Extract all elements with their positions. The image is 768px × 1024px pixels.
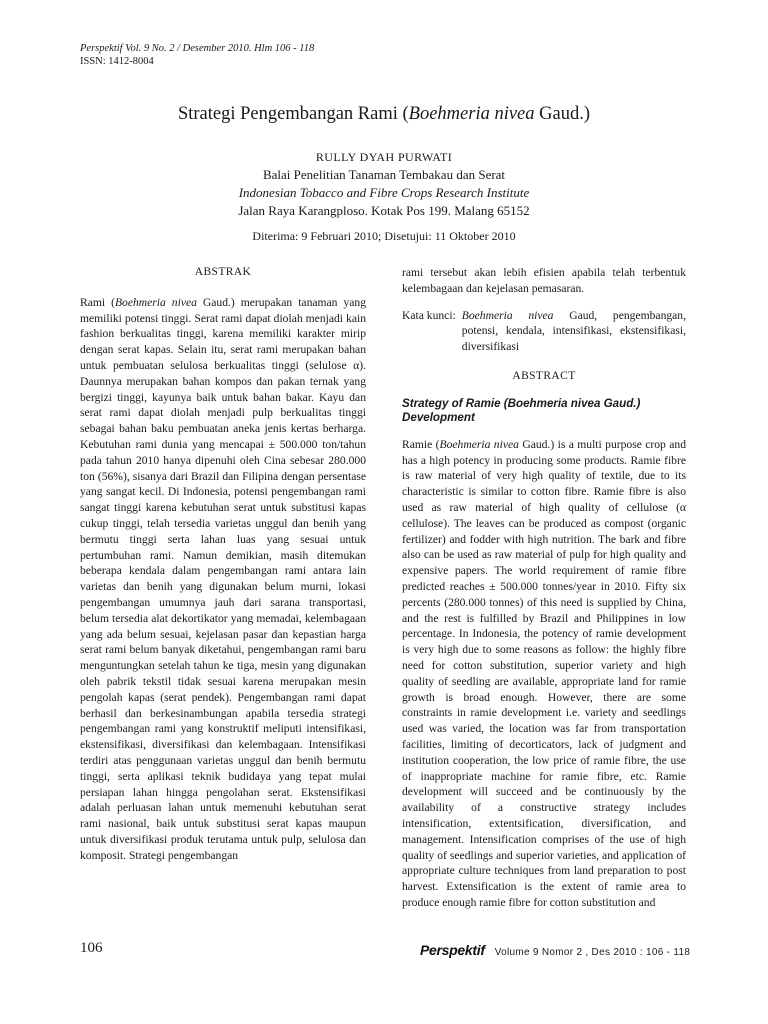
abstract-paragraph [402, 437, 686, 911]
abstract-species: Boehmeria nivea [439, 437, 519, 451]
abstrak-paragraph [80, 295, 366, 864]
journal-header [80, 42, 314, 68]
received-accepted-dates: Diterima: 9 Februari 2010; Disetujui: 11 Oktober 2010 [252, 229, 516, 243]
institution-name: Balai Penelitian Tanaman Tembakau dan Serat [262, 167, 506, 182]
journal-logo: Perspektif [420, 942, 485, 958]
author-name: RULLY DYAH PURWATI [315, 150, 453, 164]
keywords [402, 308, 686, 355]
abstrak-body: Gaud.) merupakan tanaman yang memiliki potensi tinggi. Serat rami dapat diolah menjadi kain fashion berkualitas tinggi, karena memiliki karakter mirip dengan serat kapas. Selain itu, serat rami merupakan bahan untuk pembuatan selulosa berkualitas tinggi (selulose α). Daunnya merupakan bahan kompos dan pakan ternak yang bergizi tinggi, kayunya baik untuk bahan bakar. Kayu dan serat rami dapat diolah menjadi pulp berkualitas tinggi sebagai bahan baku pembuatan aneka jenis kertas berharga. Kebutuhan rami dunia yang mencapai ± 500.000 ton/tahun pada tahun 2010 hanya dipenuhi oleh Cina sebesar 280.000 ton (56%), sisanya dari Brazil dan Filipina dengan persentase yang sangat kecil. Di Indonesia, potensi pengembangan rami sangat tinggi karena kebutuhan serat untuk substitusi kapas cukup tinggi, telah tersedia varietas unggul dan benih yang bermutu tinggi serta lahan luas yang sesuai untuk pertumbuhan rami. Namun demikian, masih ditemukan beberapa kendala dalam pengembangan rami antara lain varietas dan benih yang digunakan belum murni, lokasi pengembangan umumnya jauh dari sarana transportasi, belum tersedia alat dekortikator yang memadai, kelembagaan yang ada belum sesuai, kejelasan pasar dan kepastian harga serat rami belum banyak diketahui, pengembangan rami baru menguntungkan setelah tahun ke tiga, mesin yang digunakan oleh pabrik tekstil tidak sesuai karena merupakan mesin pengolah kapas (serat pendek). Pengembangan rami dapat berhasil dan berkesinambungan apabila tersedia strategi pengembangan rami yang konstruktif meliputi intensifikasi, ekstensifikasi, diversifikasi dan kelembagaan. Intensifikasi terdiri atas penggunaan varietas unggul dan benih bermutu tinggi, serta aplikasi teknik budidaya yang tepat mulai persiapan lahan hingga pengolahan serat. Ekstensifikasi adalah perluasan lahan untuk memenuhi kebutuhan serat rami nasional, baik untuk substitusi serat kapas maupun untuk diversifikasi produk terutama untuk pulp, selulosa dan komposit. Strategi pengembangan [80, 295, 366, 862]
article-title [0, 104, 768, 125]
institution-name-en: Indonesian Tobacco and Fibre Crops Research Institute [238, 185, 530, 200]
abstrak-species: Boehmeria nivea [114, 295, 197, 309]
abstract-start: Ramie ( [402, 437, 440, 451]
title-prefix: Strategi Pengembangan Rami ( [177, 104, 409, 124]
keywords-label: Kata kunci: [402, 308, 456, 322]
abstract-title: Strategy of Ramie (Boehmeria nivea Gaud.) Development [402, 396, 641, 425]
title-suffix: Gaud.) [534, 104, 591, 124]
abstract-heading: ABSTRACT [512, 369, 576, 382]
footer-volume: Volume 9 Nomor 2 , Des 2010 : 106 - 118 [494, 947, 691, 958]
title-species: Boehmeria nivea [408, 104, 535, 124]
journal-citation: Perspektif Vol. 9 No. 2 / Desember 2010. Hlm 106 - 118 [80, 43, 315, 54]
keywords-text [462, 308, 686, 355]
journal-issn: ISSN: 1412-8004 [80, 56, 154, 67]
keywords-rest: Gaud, pengembangan, potensi, kendala, intensifikasi, ekstensifikasi, diversifikasi [461, 308, 687, 354]
institution-address: Jalan Raya Karangploso. Kotak Pos 199. Malang 65152 [238, 203, 530, 218]
abstrak-start: Rami ( [80, 295, 115, 309]
author-block [0, 148, 768, 220]
right-column [402, 265, 686, 911]
left-column [80, 265, 366, 863]
keywords-species: Boehmeria nivea [461, 308, 554, 322]
abstract-body: Gaud.) is a multi purpose crop and has a high potency in producing some products. Ramie fibre is raw material of very high quality of textile, due to its characteristic is similar to cotton fibre. Ramie fibre is also used as raw material of high quality of cellulose (α cellulose). The leaves can be produced as compost (organic fertilizer) and fodder with high nutrition. The bark and fibre also can be used as raw material of pulp for high quality and expensive papers. The world requirement of ramie fibre predicted reaches ± 500.000 tonnes/year in 2010. Fifty six percents (280.000 tonnes) of this need is supplied by China, and the rest is fulfilled by Brazil and Philippines in low percentage. In Indonesia, the potency of ramie development is very high due to some reasons as follow: the highly fibre need for cotton substitution, superior variety and high quality of seedling are available, appropriate land for ramie growth is broad enough. However, there are some constraints in ramie development i.e. variety and seedlings used was varied, the location was far from transportation facilities, limiting of decorticators, lack of judgment and institution cooperation, the low price of ramie fibre, the use of inappropriate machine for ramie fibre, etc. Ramie development will succeed and be continuously by the availability of a constructive strategy includes intensification, extentsification, diversification, and management. Intensification comprises of the use of high quality of seedlings and superior varieties, and application of appropriate culture techniques from land preparation to post harvest. Extensification is the extent of ramie area to produce enough ramie fibre for cotton substitution and [402, 437, 686, 909]
footer-journal [420, 942, 690, 958]
abstrak-continued: rami tersebut akan lebih efisien apabila telah terbentuk kelembagaan dan kejelasan pemasaran. [402, 266, 686, 295]
abstrak-heading: ABSTRAK [194, 266, 252, 278]
page-number: 106 [80, 940, 103, 956]
